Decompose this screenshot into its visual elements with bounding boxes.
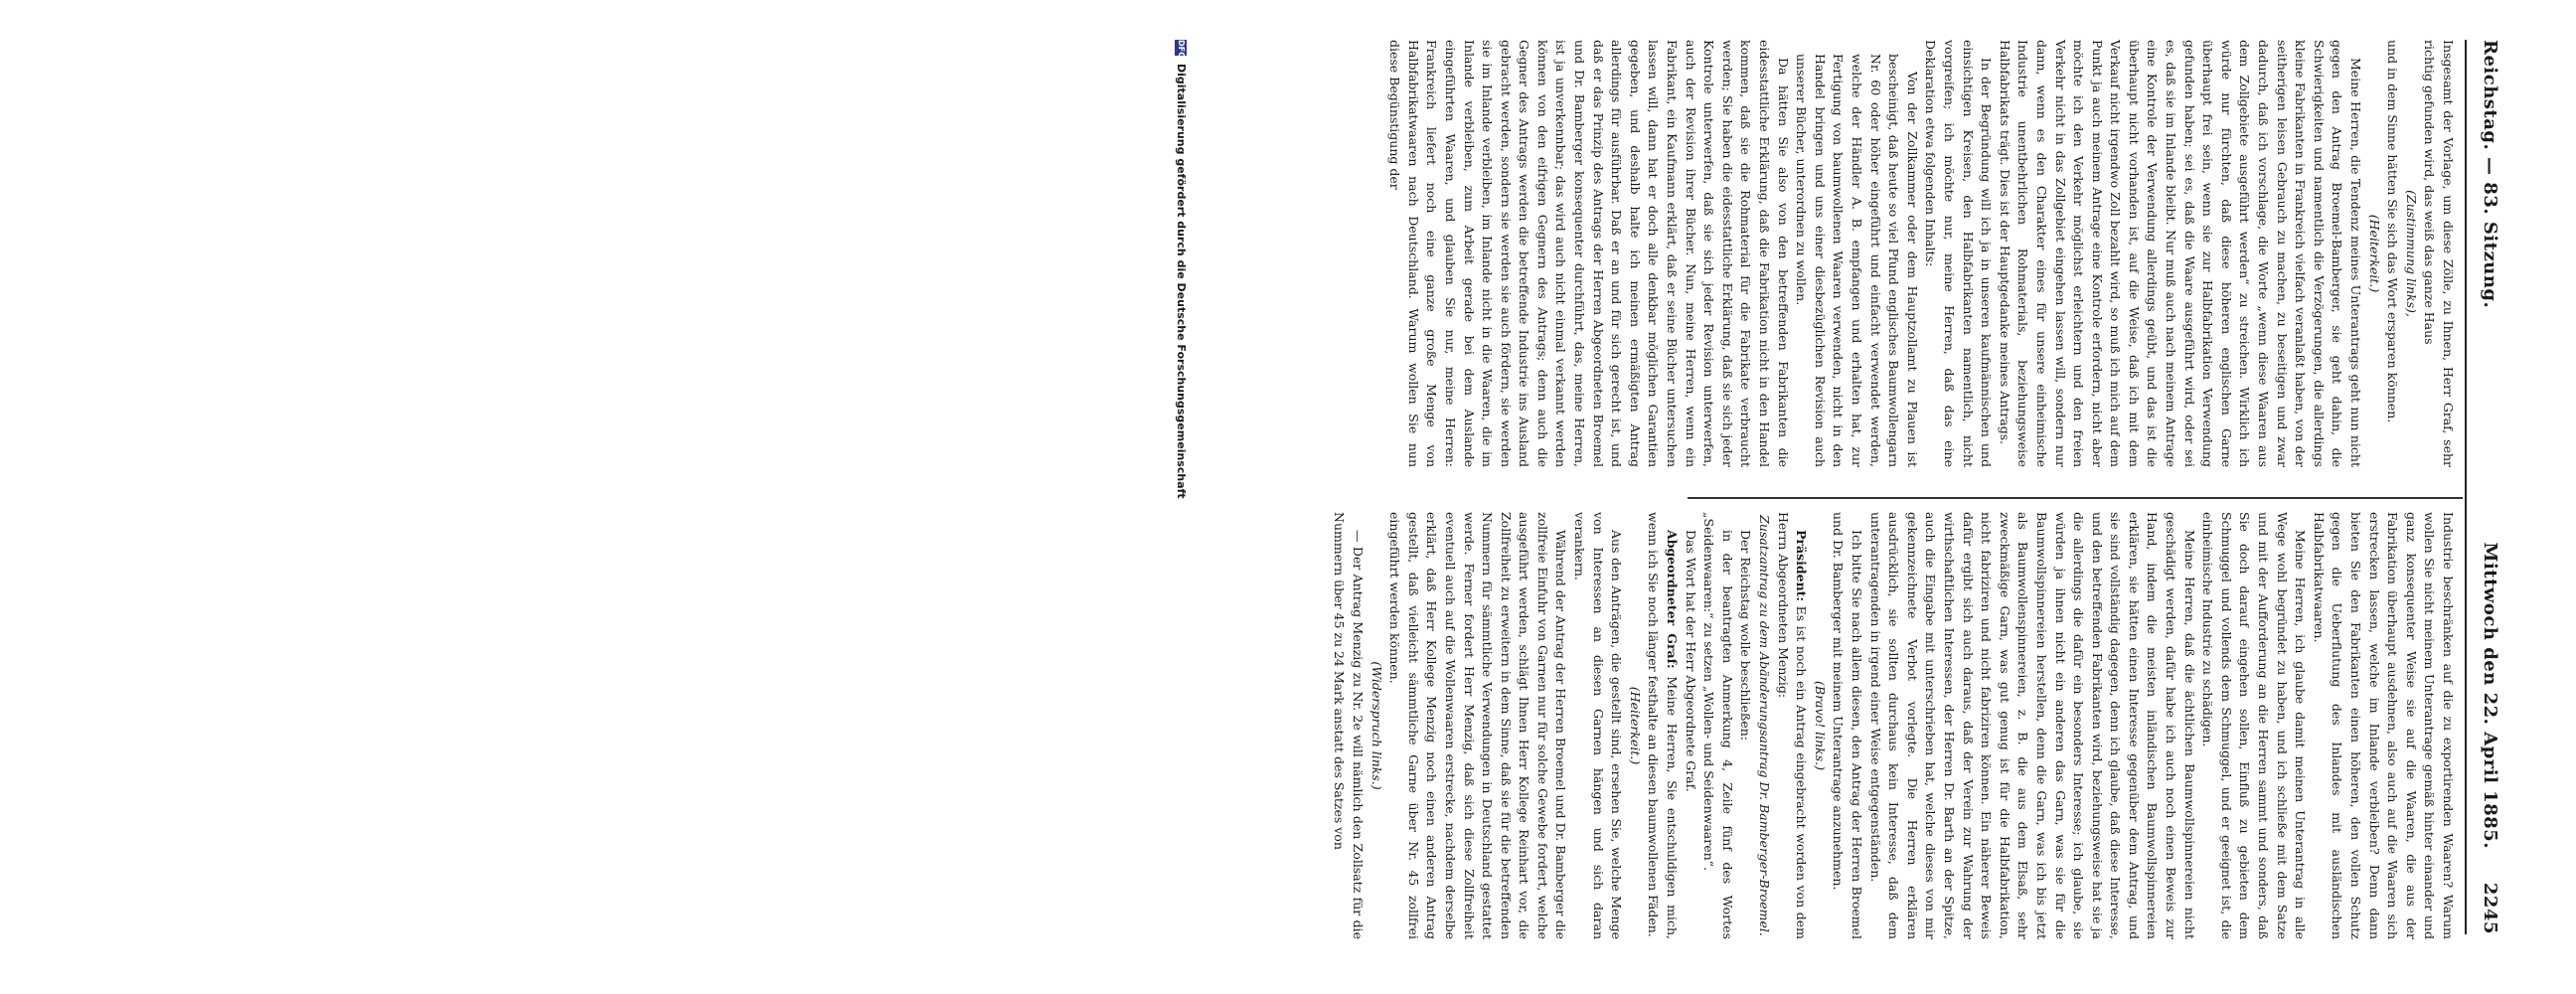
page-number: 2245: [2480, 882, 2500, 934]
paragraph: [1773, 512, 1810, 939]
dfg-logo: DFG: [1177, 40, 1186, 59]
interjection: (Heiterkeit.): [2366, 214, 2382, 293]
speaker-label: Abgeordneter Graf:: [1665, 530, 1681, 669]
column-separator: [1688, 497, 2463, 499]
interjection: (Heiterkeit.): [1627, 686, 1643, 765]
paragraph: Aus den Anträgen, die gestellt sind, ersehen Sie, welche Menge von Interessen an diesen Garnen hängen und sich daran verankern.: [1572, 512, 1625, 939]
header-rule: [2465, 40, 2467, 934]
speaker-label: Präsident:: [1794, 530, 1810, 602]
paragraph: Meine Herren, daß die ächtlichen Baumwollspinnereien nicht geschädigt werden, dafür habe ich auch noch einen Beweis zur Hand, indem die meisten inländischen Baumwollspinnereien erklären, sie hätten einen Interesse gegenüber dem Antrag, und sie sind vollständig dagegen, denn ich glaube, daß diese Interesse, und den betreffenden Fabrikanten wird, beziehungsweise hat sie ja die allerdings die dafür ein besonders Interesse; ich glaube, sie würden ja ihnen nicht ein anderen das Garn, was sie für die Baumwollspinnereien herstellen, denn die Garn, was ich bis jetzt als Baumwollenspinnereien, z. B. die aus dem Elsaß, sehr zweckmäßige Garn, was gut genug ist für die Halbfabrikation, nicht fabriziren und nicht fabriziren können. Ein näherer Beweis dafür ergibt sich auch daraus, daß der Verein zur Wahrung der wirthschaftlichen Interessen, der Herren Dr. Barth an der Spitze, auch die Eingabe mit unterschrieben hat, welche dieses von mir gekennzeichnete Verbot vorlegte. Die Herren erklären ausdrücklich, sie sollten durchaus kein Interesse, daß dem unterantragenden in irgend einer Weise entgegenständen.: [1867, 512, 2197, 939]
quoted-declaration: Von der Zollkammer oder dem Hauptzollamt zu Plauen ist bescheinigt, daß heute so viel Pfund englisches Baumwollengarn Nr. 60 oder höher eingeführt und einfacht verwendet werden, welche der Händler A. B. empfangen und erhalten hat, zur Fertigung von baumwollenen Waaren verwenden, nicht in den Handel bringen und uns einer diesbezüglichen Revision auch unserer Bücher, unterordnen zu wollen.: [1794, 54, 1920, 467]
speech-text: Es ist noch ein Antrag eingebracht worden von dem Herrn Abgeordneten Menzig:: [1775, 512, 1810, 939]
header-date: Mittwoch den 22. April 1885.: [2480, 542, 2500, 850]
paragraph: Meine Herren, ich glaube damit meinen Unterantrag in alle Wege wohl begründet zu haben, und ich schließe mit dem Satze und mit der Aufforderung an die Herren sammt und sonders, daß Sie doch darauf eingehen sollen, Einfluß zu gebieten dem Schmuggel und vollends dem Schmuggel, und er geeignet ist, die einheimische Industrie zu schädigen.: [2200, 512, 2309, 939]
paragraph: Da hätten Sie also von den betreffenden Fabrikanten die eidesstattliche Erklärung, daß die Fabrikation nicht in den Handel kommen, daß sie die Rohmaterial für die Fabrikate verbraucht werden; Sie haben die eidesstattliche Erklärung, daß sie sich jeder Kontrole unterwerfen, daß sie sich jeder Revision unterwerfen, auch der Revision ihrer Bücher. Nun, meine Herren, wenn ein Fabrikant, ein Kaufmann erklärt, daß er seine Bücher untersuchen lassen will, dann hat er doch alle denkbar möglichen Garantien gegeben, und deshalb halte ich meinen ermäßigten Antrag allerdings für ausführbar. Daß er an und für sich gerecht ist, und daß er das Prinzip des Antrags der Herren Abgeordneten Broemel und Dr. Bamberger konsequenter durchführt, das, meine Herren, ist ja unverkennbar; das wird auch nicht einmal verkannt werden können von den eifrigen Gegnern des Antrags; denn auch die Gegner des Antrags werden die betreffende Industrie ins Ausland gebracht werden, sondern sie werden sie auch fördern, sie werden sie im Inlande verbleiben, im Inlande nicht in die Waaren, die im Inlande verbleiben, zum Arbeit gerade bei dem Auslande eingeführten Waaren, und glauben Sie nur, meine Herren: Frankreich liefert noch eine ganze große Menge von Halbfabrikatwaaren nach Deutschland. Warum wollen Sie nun diese Begünstigung der: [1387, 40, 1791, 467]
header-right: [2480, 543, 2500, 934]
paragraph: Industrie beschränken auf die zu exportirenden Waaren? Warum wollen Sie nicht meinem Unterantrage gemäß hinter einander und ganz konsequenter Weise sie auf die Waaren, die aus der Fabrikation überhaupt ausdehnen, also auch auf die Waaren sich erstrecken lassen, welche im Inlande verbleiben? Denn dann bieten Sie den Fabrikanten einen höheren, den vollen Schutz gegen die Ueberflutung des Inlandes mit ausländischen Halbfabrikatwaaren.: [2311, 512, 2456, 939]
paragraph: Der Reichstag wolle beschließen:: [1738, 530, 1754, 741]
digitization-footer: Digitalisierung gefördert durch die Deutsche Forschungsgemeinschaft: [1175, 64, 1188, 499]
paragraph: [1644, 512, 1681, 939]
interjection: (Zustimmung links),: [2403, 190, 2419, 317]
page-header: [2467, 40, 2506, 934]
paragraph: in der beantragten Anmerkung 4, Zeile fünf des Wortes „Seidenwaaren:“ zu setzen „Wollen- und Seidenwaaren“.: [1701, 512, 1735, 939]
paragraph: Insgesamt der Vorlage, um diese Zölle, zu Ihnen, Herr Graf, sehr richtig gefunden wird, das weiß das ganze Haus: [2422, 40, 2456, 467]
interjection: (Bravo! links.): [1812, 681, 1828, 770]
paragraph: — Der Antrag Menzig zu Nr. 2e will nämlich den Zollsatz für die Nummern über 45 zu 24 Mark anstatt des Satzes von: [1332, 512, 1366, 939]
paragraph: und in dem Sinne hätten Sie sich das Wort ersparen können.: [2385, 40, 2401, 423]
page-content: [1153, 0, 2576, 994]
paragraph: Das Wort hat der Herr Abgeordnete Graf.: [1683, 530, 1698, 792]
paragraph: Meine Herren, die Tendenz meines Unterantrags geht nun nicht gegen den Antrag Broemel-Bamberger, sie geht dahin, die Schwierigkeiten und namentlich die Verzögerungen, die allerdings kleine Fabrikanten in Frankreich vielfach veranlaßt haben, von der seitherigen leisen Gebrauch zu machen, zu beseitigen und zwar dadurch, daß ich vorschlage, die Worte „wenn diese Waaren aus dem Zollgebiete ausgeführt werden“ zu streichen. Wirklich ich würde nur fürchten, daß diese höheren englischen Garne überhaupt frei sein, wenn sie zur Halbfabrikation Verwendung gefunden haben; sei es, daß die Waare ausgeführt wird, oder sei es, daß sie im Inlande bleibt. Nur muß auch nach meinem Antrage eine Kontrole der Verwendung allerdings geübt, und das ist die überhaupt nicht vorhanden ist, auf die Weise, daß ich mit dem Verkauf nicht irgendwo Zoll bezahlt wird, so muß ich mich auf dem Punkt ja auch meinem Antrage eine Kontrole erfordern, nicht aber möchte ich den Verkehr möglichst erleichtern und den freien Verkehr nicht in das Zollgebiet eingehen lassen will, sondern nur dann, wenn es den Charakter eines für unsere einheimische Industrie unentbehrlichen Rohmaterials, beziehungsweise Halbfabrikats trägt. Dies ist der Hauptgedanke meines Antrags.: [1997, 40, 2364, 467]
header-left: Reichstag. — 83. Sitzung.: [2480, 40, 2500, 309]
motion-title: Zusatzantrag zu dem Abänderungsantrag Dr. Bamberger-Broemel.: [1757, 515, 1773, 936]
paragraph: Während der Antrag der Herren Broemel und Dr. Bamberger die zollfreie Einfuhr von Garnen nur für solche Gewebe fordert, welche ausgeführt werden, schlägt Ihnen Herr Kollege Reinhart vor, die Zollfreiheit zu erweitern in dem Sinne, daß sie für die betreffenden Nummern für sämmtliche Verwendungen in Deutschland gestattet werde. Ferner fordert Herr Menzig, daß sich diese Zollfreiheit eventuell auch auf die Wollenwaaren erstrecke, nachdem derselbe erklärt, daß Herr Kollege Menzig noch einen anderen Antrag gestellt, daß vielleicht sämmtliche Garne über Nr. 45 zollfrei eingeführt werden können.: [1387, 512, 1569, 939]
speech-text: Meine Herren, Sie entschuldigen mich, wenn ich Sie noch länger festhalte an diesen baumwollenen Fäden.: [1646, 512, 1681, 939]
interjection: (Widerspruch links.): [1368, 661, 1384, 790]
right-column: [1330, 512, 2457, 939]
paragraph: In der Begründung will ich ja in unseren kaufmännischen und einsichtigen Kreisen, den Halbfabrikanten namentlich, nicht vorgreifen; ich möchte nur, meine Herren, daß das eine Deklaration etwa folgenden Inhalts:: [1923, 40, 1995, 467]
paragraph: Ich bitte Sie nach allem diesen, den Antrag der Herren Broemel und Dr. Bamberger mit meinem Unterantrage anzunehmen.: [1831, 512, 1864, 939]
left-column: [1385, 40, 2457, 467]
